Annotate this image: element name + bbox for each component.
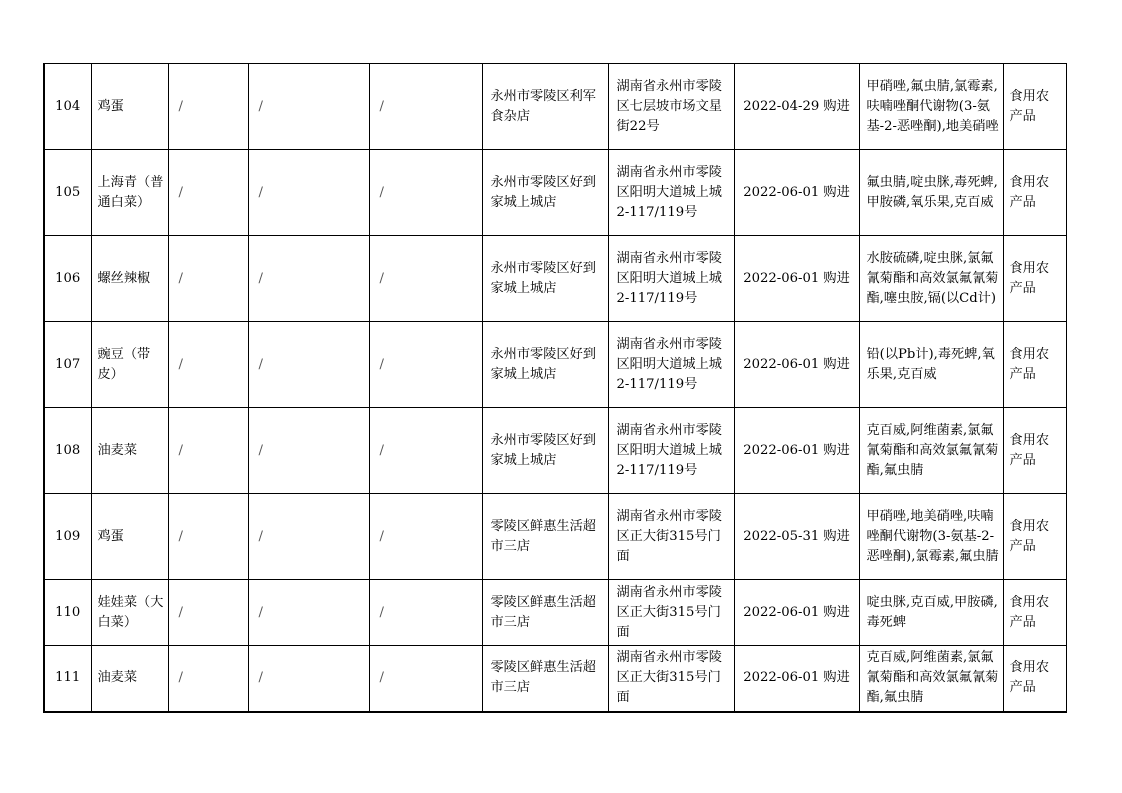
blank-cell: / — [168, 236, 248, 322]
sample-name: 油麦菜 — [91, 408, 168, 494]
sample-name: 鸡蛋 — [91, 494, 168, 580]
sample-name: 油麦菜 — [91, 646, 168, 712]
blank-cell: / — [369, 236, 482, 322]
row-number: 104 — [44, 64, 91, 150]
store-address: 湖南省永州市零陵区正大街315号门面 — [608, 646, 734, 712]
blank-cell: / — [248, 646, 369, 712]
blank-cell: / — [168, 646, 248, 712]
blank-cell: / — [168, 64, 248, 150]
store-address: 湖南省永州市零陵区正大街315号门面 — [608, 580, 734, 646]
blank-cell: / — [369, 580, 482, 646]
blank-cell: / — [369, 150, 482, 236]
store-name: 永州市零陵区利军食杂店 — [482, 64, 608, 150]
food-category: 食用农产品 — [1003, 580, 1066, 646]
blank-cell: / — [168, 150, 248, 236]
food-category: 食用农产品 — [1003, 646, 1066, 712]
purchase-date: 2022-06-01 购进 — [734, 646, 859, 712]
store-name: 永州市零陵区好到家城上城店 — [482, 408, 608, 494]
food-category: 食用农产品 — [1003, 236, 1066, 322]
blank-cell: / — [369, 646, 482, 712]
sample-name: 鸡蛋 — [91, 64, 168, 150]
test-items: 铅(以Pb计),毒死蜱,氧乐果,克百威 — [859, 322, 1003, 408]
table-body — [44, 64, 1066, 712]
food-category: 食用农产品 — [1003, 150, 1066, 236]
store-address: 湖南省永州市零陵区七层坡市场文星街22号 — [608, 64, 734, 150]
blank-cell: / — [369, 408, 482, 494]
store-name: 永州市零陵区好到家城上城店 — [482, 322, 608, 408]
sample-name: 上海青（普通白菜） — [91, 150, 168, 236]
row-number: 108 — [44, 408, 91, 494]
table-row — [44, 150, 1066, 236]
food-category: 食用农产品 — [1003, 64, 1066, 150]
blank-cell: / — [248, 236, 369, 322]
row-number: 110 — [44, 580, 91, 646]
row-number: 106 — [44, 236, 91, 322]
sample-name: 螺丝辣椒 — [91, 236, 168, 322]
purchase-date: 2022-06-01 购进 — [734, 580, 859, 646]
food-category: 食用农产品 — [1003, 408, 1066, 494]
store-name: 永州市零陵区好到家城上城店 — [482, 236, 608, 322]
table-row — [44, 646, 1066, 712]
store-name: 零陵区鲜惠生活超市三店 — [482, 646, 608, 712]
store-address: 湖南省永州市零陵区阳明大道城上城2-117/119号 — [608, 322, 734, 408]
store-name: 零陵区鲜惠生活超市三店 — [482, 494, 608, 580]
blank-cell: / — [369, 322, 482, 408]
purchase-date: 2022-06-01 购进 — [734, 322, 859, 408]
row-number: 109 — [44, 494, 91, 580]
blank-cell: / — [248, 322, 369, 408]
store-address: 湖南省永州市零陵区正大街315号门面 — [608, 494, 734, 580]
blank-cell: / — [168, 408, 248, 494]
row-number: 105 — [44, 150, 91, 236]
blank-cell: / — [248, 580, 369, 646]
row-number: 111 — [44, 646, 91, 712]
sampling-results-table — [43, 63, 1067, 713]
table-row — [44, 408, 1066, 494]
test-items: 啶虫脒,克百威,甲胺磷,毒死蜱 — [859, 580, 1003, 646]
purchase-date: 2022-06-01 购进 — [734, 408, 859, 494]
blank-cell: / — [248, 150, 369, 236]
blank-cell: / — [168, 580, 248, 646]
blank-cell: / — [369, 494, 482, 580]
purchase-date: 2022-06-01 购进 — [734, 236, 859, 322]
blank-cell: / — [248, 64, 369, 150]
test-items: 水胺硫磷,啶虫脒,氯氟氰菊酯和高效氯氟氰菊酯,噻虫胺,镉(以Cd计) — [859, 236, 1003, 322]
store-name: 永州市零陵区好到家城上城店 — [482, 150, 608, 236]
store-address: 湖南省永州市零陵区阳明大道城上城2-117/119号 — [608, 236, 734, 322]
table-row — [44, 322, 1066, 408]
sample-name: 豌豆（带皮） — [91, 322, 168, 408]
sample-name: 娃娃菜（大白菜） — [91, 580, 168, 646]
table-row — [44, 64, 1066, 150]
purchase-date: 2022-06-01 购进 — [734, 150, 859, 236]
blank-cell: / — [369, 64, 482, 150]
purchase-date: 2022-04-29 购进 — [734, 64, 859, 150]
test-items: 氟虫腈,啶虫脒,毒死蜱,甲胺磷,氧乐果,克百威 — [859, 150, 1003, 236]
table-row — [44, 236, 1066, 322]
blank-cell: / — [168, 322, 248, 408]
blank-cell: / — [168, 494, 248, 580]
row-number: 107 — [44, 322, 91, 408]
table-row — [44, 580, 1066, 646]
blank-cell: / — [248, 408, 369, 494]
blank-cell: / — [248, 494, 369, 580]
purchase-date: 2022-05-31 购进 — [734, 494, 859, 580]
test-items: 克百威,阿维菌素,氯氟氰菊酯和高效氯氟氰菊酯,氟虫腈 — [859, 646, 1003, 712]
test-items: 甲硝唑,地美硝唑,呋喃唑酮代谢物(3-氨基-2-恶唑酮),氯霉素,氟虫腈 — [859, 494, 1003, 580]
test-items: 甲硝唑,氟虫腈,氯霉素,呋喃唑酮代谢物(3-氨基-2-恶唑酮),地美硝唑 — [859, 64, 1003, 150]
food-category: 食用农产品 — [1003, 322, 1066, 408]
store-address: 湖南省永州市零陵区阳明大道城上城2-117/119号 — [608, 408, 734, 494]
test-items: 克百威,阿维菌素,氯氟氰菊酯和高效氯氟氰菊酯,氟虫腈 — [859, 408, 1003, 494]
food-category: 食用农产品 — [1003, 494, 1066, 580]
store-name: 零陵区鲜惠生活超市三店 — [482, 580, 608, 646]
table-row — [44, 494, 1066, 580]
store-address: 湖南省永州市零陵区阳明大道城上城2-117/119号 — [608, 150, 734, 236]
